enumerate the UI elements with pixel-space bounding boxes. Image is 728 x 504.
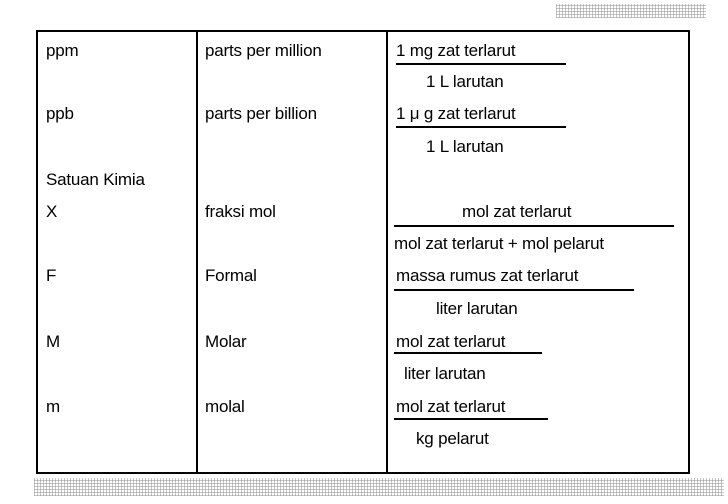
name-f: Formal bbox=[205, 266, 257, 285]
fraction-bar-molar bbox=[394, 352, 542, 354]
name-x: fraksi mol bbox=[205, 202, 276, 221]
symbol-molal: m bbox=[46, 397, 60, 416]
numerator-molal: mol zat terlarut bbox=[396, 397, 506, 416]
numerator-f: massa rumus zat terlarut bbox=[396, 266, 579, 285]
symbol-ppm: ppm bbox=[46, 41, 79, 60]
units-table bbox=[36, 30, 690, 474]
name-molal: molal bbox=[205, 397, 245, 416]
fraction-bar-f bbox=[394, 289, 634, 291]
symbol-f: F bbox=[46, 266, 57, 285]
fraction-bar-ppm bbox=[396, 63, 566, 65]
fraction-bar-x bbox=[394, 225, 674, 227]
denominator-molar: liter larutan bbox=[404, 364, 486, 383]
denominator-x: mol zat terlarut + mol pelarut bbox=[394, 234, 604, 253]
denominator-ppb: 1 L larutan bbox=[426, 137, 504, 156]
numerator-ppb: 1 μ g zat terlarut bbox=[396, 104, 516, 123]
decorative-stripe-bottom bbox=[34, 478, 724, 496]
column-divider-1 bbox=[196, 32, 198, 472]
name-ppb: parts per billion bbox=[205, 104, 317, 123]
decorative-stripe-top bbox=[556, 4, 706, 18]
name-ppm: parts per million bbox=[205, 41, 322, 60]
fraction-bar-molal bbox=[394, 418, 548, 420]
numerator-molar: mol zat terlarut bbox=[396, 332, 506, 351]
name-molar: Molar bbox=[205, 332, 247, 351]
numerator-x: mol zat terlarut bbox=[462, 202, 572, 221]
denominator-ppm: 1 L larutan bbox=[426, 72, 504, 91]
symbol-x: X bbox=[46, 202, 58, 221]
symbol-molar: M bbox=[46, 332, 60, 351]
column-divider-2 bbox=[386, 32, 388, 472]
denominator-f: liter larutan bbox=[436, 299, 518, 318]
symbol-ppb: ppb bbox=[46, 104, 74, 123]
fraction-bar-ppb bbox=[396, 126, 566, 128]
section-heading-satuan-kimia: Satuan Kimia bbox=[46, 170, 145, 189]
numerator-ppm: 1 mg zat terlarut bbox=[396, 41, 516, 60]
denominator-molal: kg pelarut bbox=[416, 429, 489, 448]
